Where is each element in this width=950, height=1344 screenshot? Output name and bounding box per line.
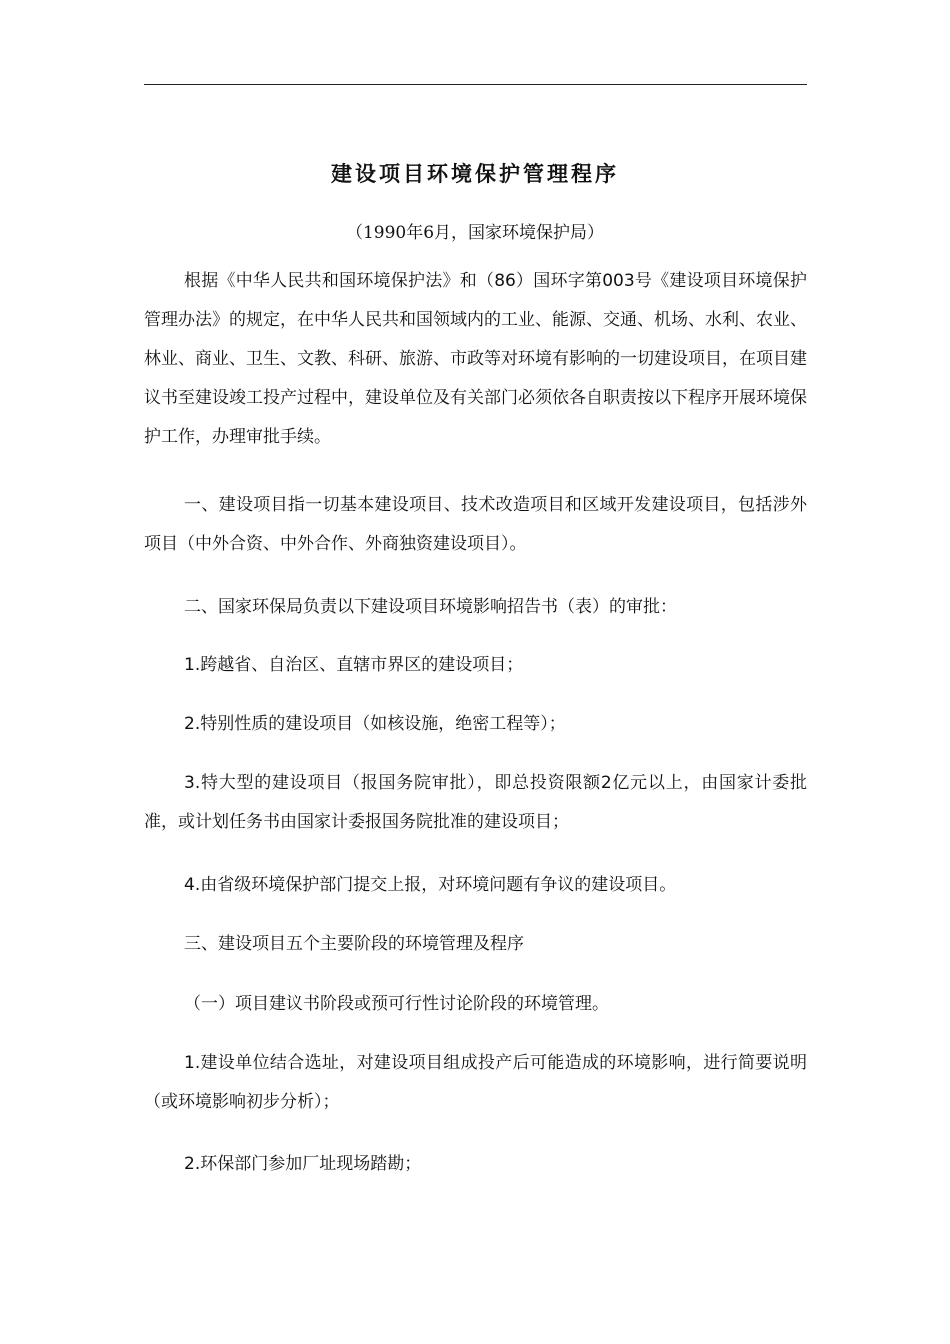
paragraph-item-1: 1.跨越省、自治区、直辖市界区的建设项目；: [184, 655, 524, 675]
paragraph-step-2: 2.环保部门参加厂址现场踏勘；: [184, 1154, 422, 1174]
paragraph-subsection-1: （一）项目建议书阶段或预可行性讨论阶段的环境管理。: [184, 994, 609, 1014]
header-rule: [144, 84, 807, 85]
paragraph-section-2: 二、国家环保局负责以下建设项目环境影响招告书（表）的审批：: [184, 597, 677, 617]
paragraph-step-1: 1.建设单位结合选址，对建设项目组成投产后可能造成的环境影响，进行简要说明（或环境影响初步分析）；: [144, 1053, 807, 1112]
paragraph-intro: 根据《中华人民共和国环境保护法》和（86）国环字第003号《建设项目环境保护管理办法》的规定，在中华人民共和国领域内的工业、能源、交通、机场、水利、农业、林业、商业、卫生、文教、科研、旅游、市政等对环境有影响的一切建设项目，在项目建议书至建设竣工投产过程中，建设单位及有关部门必须依各自职责按以下程序开展环境保护工作，办理审批手续。: [144, 271, 807, 447]
paragraph-section-3: 三、建设项目五个主要阶段的环境管理及程序: [184, 934, 524, 954]
paragraph-item-3: 3.特大型的建设项目（报国务院审批），即总投资限额2亿元以上，由国家计委批准，或计划任务书由国家计委报国务院批准的建设项目；: [144, 773, 807, 832]
paragraph-section-1: 一、建设项目指一切基本建设项目、技术改造项目和区域开发建设项目，包括涉外项目（中外合资、中外合作、外商独资建设项目）。: [144, 495, 807, 554]
document-title: 建设项目环境保护管理程序: [331, 161, 619, 186]
paragraph-item-2: 2.特别性质的建设项目（如核设施，绝密工程等）；: [184, 714, 566, 734]
paragraph-item-4: 4.由省级环境保护部门提交上报，对环境问题有争议的建设项目。: [184, 875, 677, 895]
document-subtitle: （1990年6月，国家环境保护局）: [345, 223, 605, 243]
